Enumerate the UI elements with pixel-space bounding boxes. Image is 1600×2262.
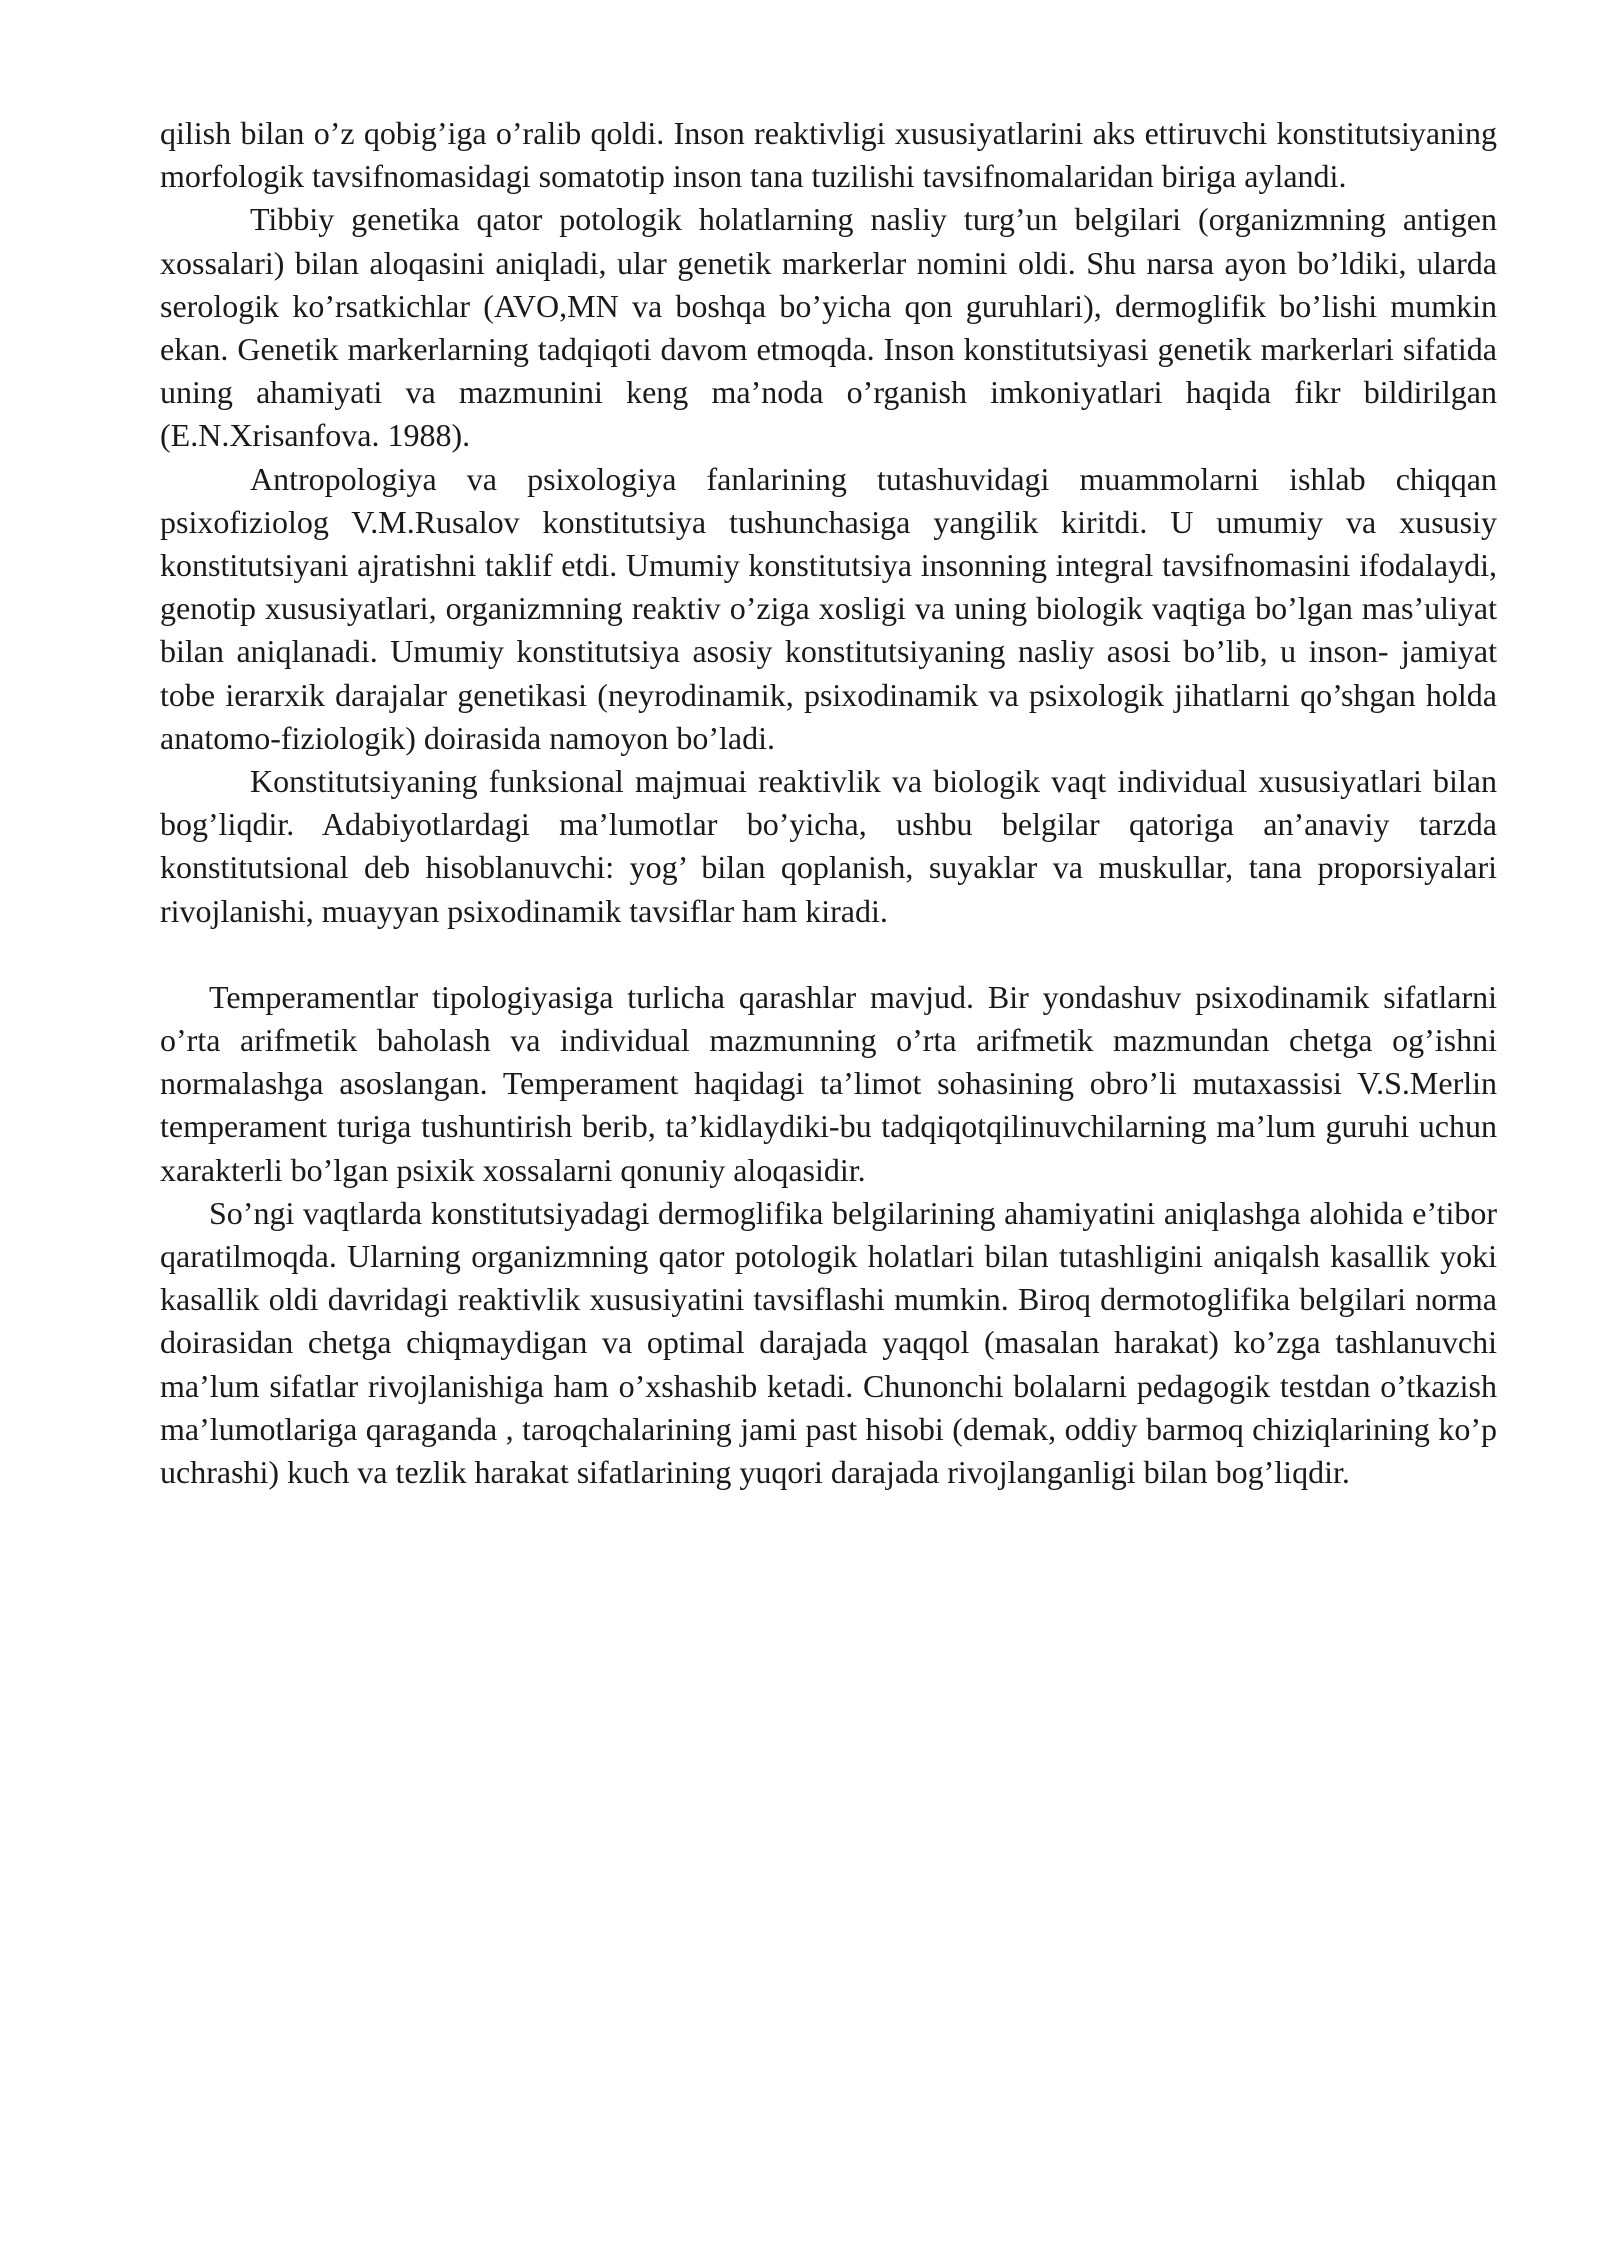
document-page (160, 112, 1497, 1494)
paragraph-anthropology-psychology: Antropologiya va psixologiya fanlarining tutashuvidagi muammolarni ishlab chiqqan psixofiziolog V.M.Rusalov konstitutsiya tushunchasiga yangilik kiritdi. U umumiy va xususiy konstitutsiyani ajratishni taklif etdi. Umumiy konstitutsiya insonning integral tavsifnomasini ifodalaydi, genotip xususiyatlari, organizmning reaktiv o’ziga xosligi va uning biologik vaqtiga bo’lgan mas’uliyat bilan aniqlanadi. Umumiy konstitutsiya asosiy konstitutsiyaning nasliy asosi bo’lib, u inson- jamiyat tobe ierarxik darajalar genetikasi (neyrodinamik, psixodinamik va psixologik jihatlarni qo’shgan holda anatomo-fiziologik) doirasida namoyon bo’ladi. (160, 460, 1497, 756)
paragraph-dermoglyphics: So’ngi vaqtlarda konstitutsiyadagi dermoglifika belgilarining ahamiyatini aniqlashga alohida e’tibor qaratilmoqda. Ularning organizmning qator potologik holatlari bilan tutashligini aniqalsh kasallik yoki kasallik oldi davridagi reaktivlik xususiyatini tavsiflashi mumkin. Biroq dermotoglifika belgilari norma doirasidan chetga chiqmaydigan va optimal darajada yaqqol (masalan harakat) ko’zga tashlanuvchi ma’lum sifatlar rivojlanishiga ham o’xshashib ketadi. Chunonchi bolalarni pedagogik testdan o’tkazish ma’lumotlariga qaraganda , taroqchalarining jami past hisobi (demak, oddiy barmoq chiziqlarining ko’p uchrashi) kuch va tezlik harakat sifatlarining yuqori darajada rivojlanganligi bilan bog’liqdir. (160, 1194, 1497, 1491)
paragraph-spacer (160, 933, 1497, 976)
paragraph-temperament-typology: Temperamentlar tipologiyasiga turlicha qarashlar mavjud. Bir yondashuv psixodinamik sifatlarni o’rta arifmetik baholash va individual mazmunning o’rta arifmetik mazmundan chetga og’ishni normalashga asoslangan. Temperament haqidagi ta’limot sohasining obro’li mutaxassisi V.S.Merlin temperament turiga tushuntirish berib, ta’kidlaydiki-bu tadqiqotqilinuvchilarning ma’lum guruhi uchun xarakterli bo’lgan psixik xossalarni qonuniy aloqasidir. (160, 978, 1497, 1188)
paragraph-medical-genetics: Tibbiy genetika qator potologik holatlarning nasliy turg’un belgilari (organizmning antigen xossalari) bilan aloqasini aniqladi, ular genetik markerlar nomini oldi. Shu narsa ayon bo’ldiki, ularda serologik ko’rsatkichlar (AVO,MN va boshqa bo’yicha qon guruhlari), dermoglifik bo’lishi mumkin ekan. Genetik markerlarning tadqiqoti davom etmoqda. Inson konstitutsiyasi genetik markerlari sifatida uning ahamiyati va mazmunini keng ma’noda o’rganish imkoniyatlari haqida fikr bildirilgan (E.N.Xrisanfova. 1988). (160, 201, 1497, 454)
paragraph-functional-complex: Konstitutsiyaning funksional majmuai reaktivlik va biologik vaqt individual xususiyatlari bilan bog’liqdir. Adabiyotlardagi ma’lumotlar bo’yicha, ushbu belgilar qatoriga an’anaviy tarzda konstitutsional deb hisoblanuvchi: yog’ bilan qoplanish, suyaklar va muskullar, tana proporsiyalari rivojlanishi, muayyan psixodinamik tavsiflar ham kiradi. (160, 763, 1497, 929)
paragraph-continuation: qilish bilan o’z qobig’iga o’ralib qoldi. Inson reaktivligi xususiyatlarini aks ettiruvchi konstitutsiyaning morfologik tavsifnomasidagi somatotip inson tana tuzilishi tavsifnomalaridan biriga aylandi. (160, 115, 1497, 195)
